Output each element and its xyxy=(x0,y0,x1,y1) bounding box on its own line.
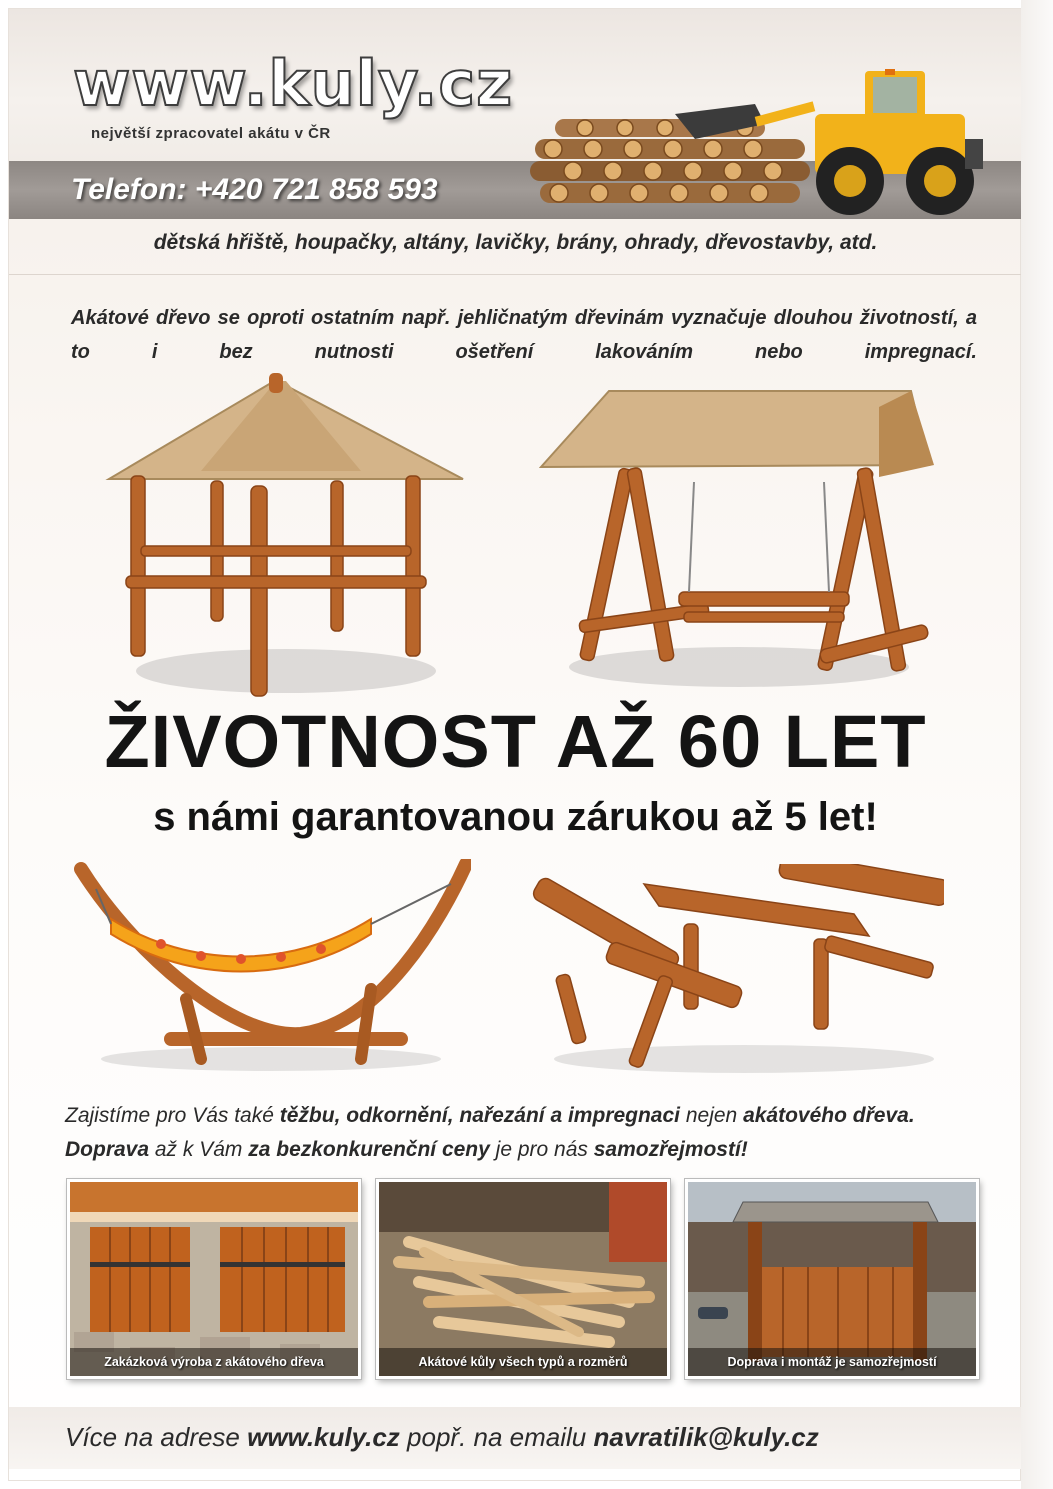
headline: ŽIVOTNOST AŽ 60 LET xyxy=(104,700,927,783)
flyer xyxy=(8,8,1021,1481)
footer-text xyxy=(65,1422,819,1453)
services-part: je pro nás xyxy=(489,1138,594,1161)
photo-stakes xyxy=(376,1179,670,1379)
footer xyxy=(9,1407,1022,1469)
site-logo: www.kuly.cz xyxy=(73,47,514,120)
services-bold: akátového dřeva. Doprava xyxy=(65,1104,915,1161)
footer-part: Více na adrese xyxy=(65,1422,248,1452)
services-bold: samozřejmostí! xyxy=(593,1138,748,1161)
swing-image xyxy=(539,387,939,697)
phone-number: Telefon: +420 721 858 593 xyxy=(71,173,438,206)
intro-text: Akátové dřevo se oproti ostatním např. jehličnatým dřevinám vyznačuje dlouhou životností, a to i bez nutnosti ošetření lakováním nebo impregnací. xyxy=(71,307,977,363)
table-benches-image xyxy=(524,864,944,1079)
services-bold: těžbu, odkornění, nařezání a impregnaci xyxy=(279,1104,681,1127)
divider xyxy=(9,274,1022,275)
photo-fence xyxy=(67,1179,361,1379)
website-link[interactable]: www.kuly.cz xyxy=(247,1422,400,1452)
hammock-image xyxy=(71,859,471,1074)
photo-caption: Akátové kůly všech typů a rozměrů xyxy=(379,1348,667,1376)
photo-caption: Doprava i montáž je samozřejmostí xyxy=(688,1348,976,1376)
photo-caption: Zakázková výroba z akátového dřeva xyxy=(70,1348,358,1376)
tagline: největší zpracovatel akátu v ČR xyxy=(91,125,331,142)
services-text xyxy=(65,1099,985,1167)
log-pile xyxy=(530,119,810,203)
services-part: Zajistíme pro Vás také xyxy=(65,1104,280,1127)
right-margin-strip xyxy=(1021,0,1053,1489)
products-line: dětská hřiště, houpačky, altány, lavičky, brány, ohrady, dřevostavby, atd. xyxy=(153,231,878,254)
services-bold: za bezkonkurenční ceny xyxy=(248,1138,490,1161)
services-part: nejen xyxy=(680,1104,744,1127)
wheel-loader-logs-image xyxy=(525,69,985,229)
gazebo-image xyxy=(101,371,471,701)
subheadline: s námi garantovanou zárukou až 5 let! xyxy=(153,795,878,839)
footer-part: popř. na emailu xyxy=(399,1422,594,1452)
services-part: až k Vám xyxy=(149,1138,249,1161)
photo-gate xyxy=(685,1179,979,1379)
email-link[interactable]: navratilik@kuly.cz xyxy=(593,1422,819,1452)
